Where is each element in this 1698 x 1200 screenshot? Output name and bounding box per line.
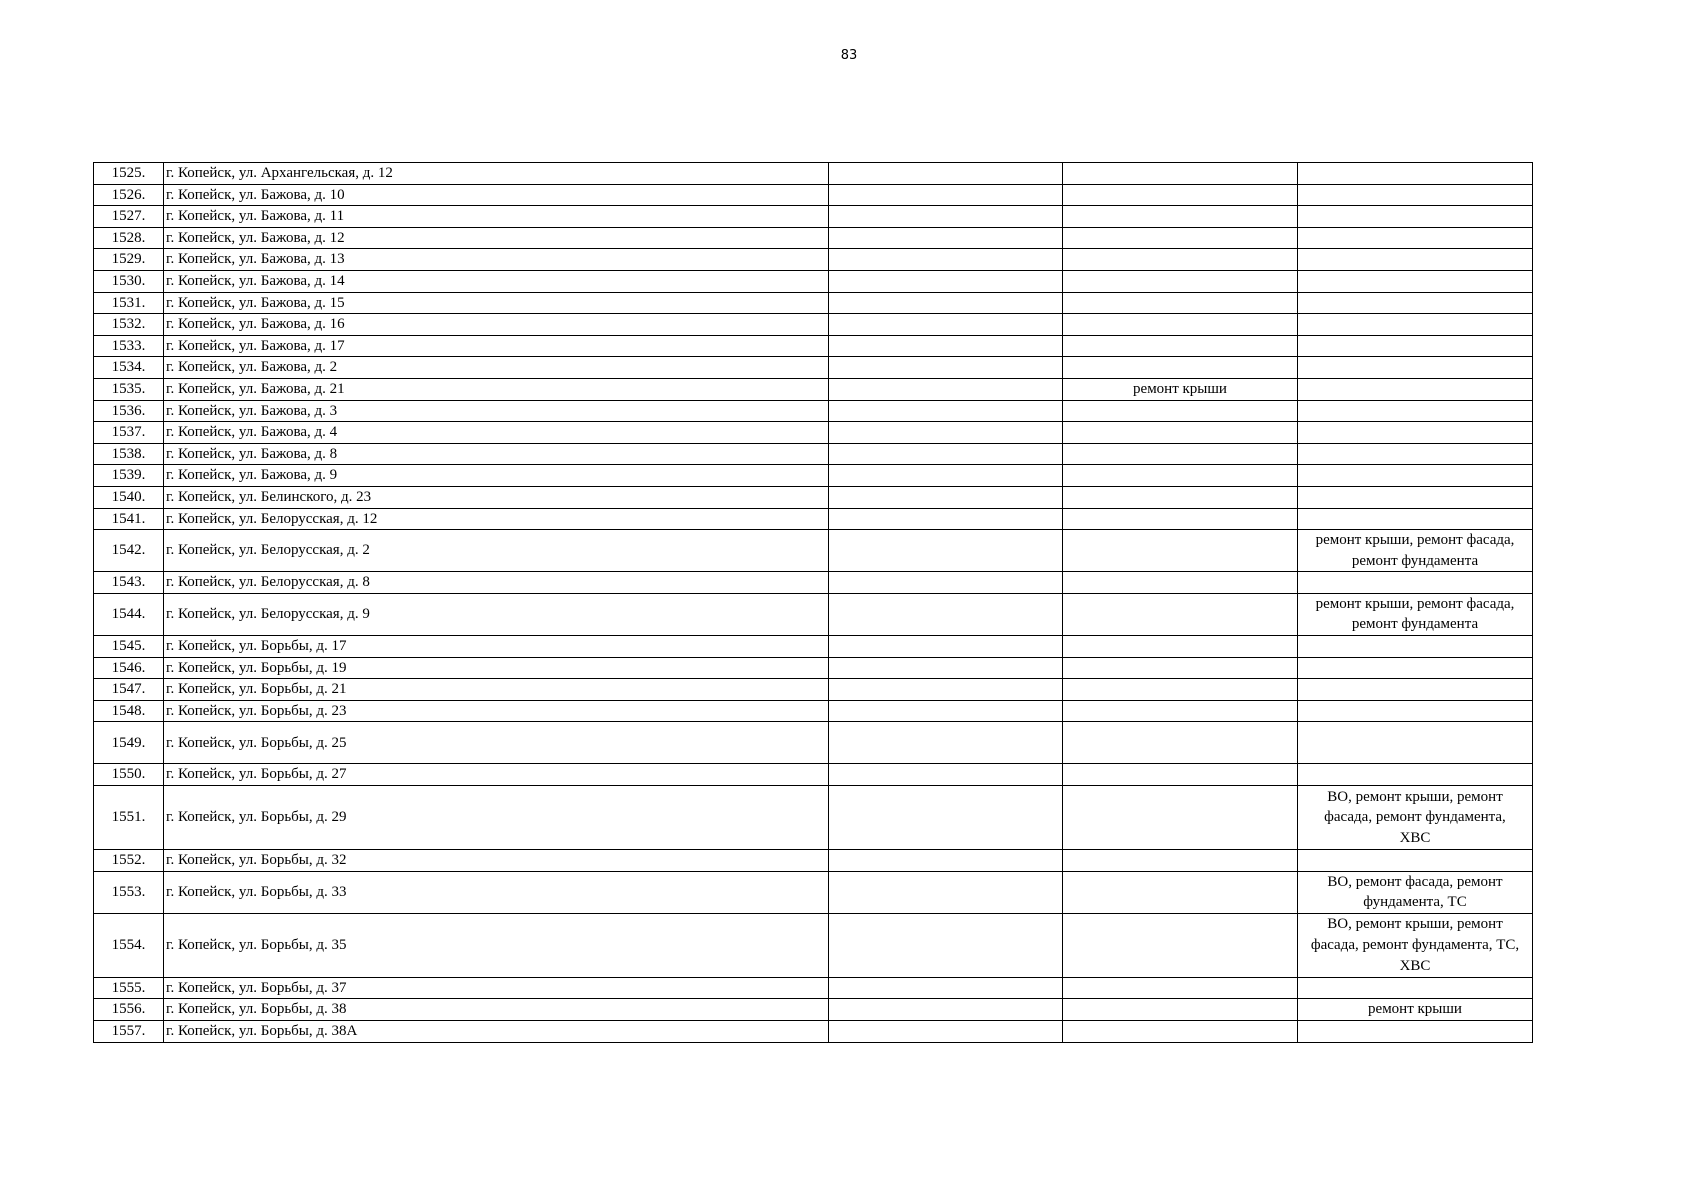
work-cell-b <box>1063 850 1298 872</box>
row-number-cell: 1531. <box>94 292 164 314</box>
address-cell: г. Копейск, ул. Бажова, д. 4 <box>164 422 829 444</box>
work-cell-c <box>1298 270 1533 292</box>
work-cell-b <box>1063 593 1298 635</box>
work-cell-a <box>829 163 1063 185</box>
work-cell-b <box>1063 999 1298 1021</box>
row-number-cell: 1556. <box>94 999 164 1021</box>
table-row <box>94 357 1533 379</box>
address-cell: г. Копейск, ул. Борьбы, д. 35 <box>164 913 829 977</box>
row-number-cell: 1535. <box>94 378 164 400</box>
row-number-cell: 1541. <box>94 508 164 530</box>
work-cell-a <box>829 249 1063 271</box>
table-row <box>94 227 1533 249</box>
work-cell-b <box>1063 786 1298 850</box>
work-cell-b <box>1063 486 1298 508</box>
table-row <box>94 764 1533 786</box>
table-row <box>94 700 1533 722</box>
address-cell: г. Копейск, ул. Бажова, д. 3 <box>164 400 829 422</box>
address-cell: г. Копейск, ул. Бажова, д. 14 <box>164 270 829 292</box>
work-cell-c <box>1298 465 1533 487</box>
row-number-cell: 1549. <box>94 722 164 764</box>
work-cell-a <box>829 1021 1063 1043</box>
table-row <box>94 163 1533 185</box>
row-number-cell: 1544. <box>94 593 164 635</box>
address-cell: г. Копейск, ул. Борьбы, д. 38 <box>164 999 829 1021</box>
work-cell-c <box>1298 335 1533 357</box>
address-cell: г. Копейск, ул. Борьбы, д. 33 <box>164 871 829 913</box>
address-cell: г. Копейск, ул. Борьбы, д. 37 <box>164 977 829 999</box>
row-number-cell: 1551. <box>94 786 164 850</box>
table-row <box>94 443 1533 465</box>
table-row <box>94 486 1533 508</box>
row-number-cell: 1526. <box>94 184 164 206</box>
work-cell-a <box>829 593 1063 635</box>
address-cell: г. Копейск, ул. Борьбы, д. 29 <box>164 786 829 850</box>
work-cell-c <box>1298 292 1533 314</box>
work-cell-b <box>1063 679 1298 701</box>
work-cell-a <box>829 572 1063 594</box>
work-cell-c <box>1298 443 1533 465</box>
work-cell-a <box>829 722 1063 764</box>
row-number-cell: 1554. <box>94 913 164 977</box>
row-number-cell: 1542. <box>94 530 164 572</box>
table-row <box>94 465 1533 487</box>
work-cell-b <box>1063 206 1298 228</box>
work-cell-a <box>829 357 1063 379</box>
work-cell-b <box>1063 314 1298 336</box>
row-number-cell: 1552. <box>94 850 164 872</box>
work-cell-b <box>1063 357 1298 379</box>
work-cell-b <box>1063 700 1298 722</box>
table-row <box>94 593 1533 635</box>
table-row <box>94 206 1533 228</box>
work-cell-c <box>1298 163 1533 185</box>
row-number-cell: 1527. <box>94 206 164 228</box>
work-cell-c <box>1298 700 1533 722</box>
work-cell-b <box>1063 977 1298 999</box>
row-number-cell: 1550. <box>94 764 164 786</box>
address-cell: г. Копейск, ул. Бажова, д. 2 <box>164 357 829 379</box>
work-cell-c <box>1298 249 1533 271</box>
address-cell: г. Копейск, ул. Борьбы, д. 25 <box>164 722 829 764</box>
work-cell-b <box>1063 465 1298 487</box>
table-row <box>94 657 1533 679</box>
work-cell-b <box>1063 530 1298 572</box>
table-row <box>94 636 1533 658</box>
work-cell-c <box>1298 572 1533 594</box>
work-cell-c: ВО, ремонт фасада, ремонт фундамента, ТС <box>1298 871 1533 913</box>
work-cell-c <box>1298 977 1533 999</box>
work-cell-c <box>1298 1021 1533 1043</box>
work-cell-a <box>829 314 1063 336</box>
work-cell-a <box>829 508 1063 530</box>
row-number-cell: 1546. <box>94 657 164 679</box>
work-cell-c <box>1298 206 1533 228</box>
work-cell-c <box>1298 486 1533 508</box>
work-cell-b <box>1063 508 1298 530</box>
work-cell-a <box>829 270 1063 292</box>
address-cell: г. Копейск, ул. Бажова, д. 8 <box>164 443 829 465</box>
work-cell-a <box>829 400 1063 422</box>
table-row <box>94 530 1533 572</box>
work-cell-a <box>829 378 1063 400</box>
table-row <box>94 999 1533 1021</box>
table-body <box>94 163 1533 1043</box>
table-row <box>94 378 1533 400</box>
row-number-cell: 1548. <box>94 700 164 722</box>
row-number-cell: 1530. <box>94 270 164 292</box>
table-row <box>94 871 1533 913</box>
work-cell-c <box>1298 227 1533 249</box>
work-cell-a <box>829 184 1063 206</box>
address-cell: г. Копейск, ул. Борьбы, д. 17 <box>164 636 829 658</box>
address-cell: г. Копейск, ул. Бажова, д. 15 <box>164 292 829 314</box>
work-cell-c: ВО, ремонт крыши, ремонт фасада, ремонт фундамента, ТС, ХВС <box>1298 913 1533 977</box>
work-cell-c <box>1298 400 1533 422</box>
row-number-cell: 1545. <box>94 636 164 658</box>
work-cell-c: ремонт крыши <box>1298 999 1533 1021</box>
work-cell-a <box>829 636 1063 658</box>
table-row <box>94 422 1533 444</box>
work-cell-b <box>1063 572 1298 594</box>
work-cell-c: ВО, ремонт крыши, ремонт фасада, ремонт фундамента, ХВС <box>1298 786 1533 850</box>
work-cell-b <box>1063 871 1298 913</box>
row-number-cell: 1532. <box>94 314 164 336</box>
work-cell-c <box>1298 314 1533 336</box>
work-cell-a <box>829 850 1063 872</box>
work-cell-c <box>1298 636 1533 658</box>
work-cell-b <box>1063 443 1298 465</box>
work-cell-a <box>829 764 1063 786</box>
work-cell-b <box>1063 913 1298 977</box>
address-cell: г. Копейск, ул. Бажова, д. 17 <box>164 335 829 357</box>
address-cell: г. Копейск, ул. Бажова, д. 16 <box>164 314 829 336</box>
address-cell: г. Копейск, ул. Бажова, д. 12 <box>164 227 829 249</box>
work-cell-b <box>1063 722 1298 764</box>
work-cell-c <box>1298 184 1533 206</box>
work-cell-b <box>1063 636 1298 658</box>
work-cell-a <box>829 679 1063 701</box>
work-cell-a <box>829 465 1063 487</box>
table-row <box>94 572 1533 594</box>
address-cell: г. Копейск, ул. Борьбы, д. 19 <box>164 657 829 679</box>
row-number-cell: 1538. <box>94 443 164 465</box>
work-cell-a <box>829 999 1063 1021</box>
work-cell-c <box>1298 422 1533 444</box>
table-row <box>94 977 1533 999</box>
address-cell: г. Копейск, ул. Борьбы, д. 27 <box>164 764 829 786</box>
address-cell: г. Копейск, ул. Архангельская, д. 12 <box>164 163 829 185</box>
table-row <box>94 722 1533 764</box>
work-cell-a <box>829 292 1063 314</box>
work-cell-b <box>1063 422 1298 444</box>
work-cell-b <box>1063 657 1298 679</box>
row-number-cell: 1553. <box>94 871 164 913</box>
page-number: 83 <box>840 48 858 63</box>
work-cell-b <box>1063 292 1298 314</box>
work-cell-c <box>1298 357 1533 379</box>
work-cell-c <box>1298 378 1533 400</box>
row-number-cell: 1529. <box>94 249 164 271</box>
work-cell-b <box>1063 249 1298 271</box>
address-cell: г. Копейск, ул. Белорусская, д. 9 <box>164 593 829 635</box>
row-number-cell: 1536. <box>94 400 164 422</box>
address-cell: г. Копейск, ул. Бажова, д. 11 <box>164 206 829 228</box>
table-row <box>94 335 1533 357</box>
work-cell-a <box>829 422 1063 444</box>
work-cell-a <box>829 786 1063 850</box>
work-cell-b <box>1063 335 1298 357</box>
table-row <box>94 679 1533 701</box>
row-number-cell: 1540. <box>94 486 164 508</box>
table-row <box>94 270 1533 292</box>
table-row <box>94 314 1533 336</box>
work-cell-a <box>829 913 1063 977</box>
work-cell-a <box>829 530 1063 572</box>
work-cell-a <box>829 700 1063 722</box>
row-number-cell: 1547. <box>94 679 164 701</box>
address-cell: г. Копейск, ул. Белорусская, д. 12 <box>164 508 829 530</box>
table-row <box>94 400 1533 422</box>
work-cell-a <box>829 335 1063 357</box>
work-cell-a <box>829 486 1063 508</box>
table-row <box>94 249 1533 271</box>
address-cell: г. Копейск, ул. Белорусская, д. 2 <box>164 530 829 572</box>
work-cell-c <box>1298 679 1533 701</box>
work-cell-b <box>1063 270 1298 292</box>
work-cell-b <box>1063 163 1298 185</box>
work-cell-c <box>1298 508 1533 530</box>
table-row <box>94 850 1533 872</box>
table-row <box>94 913 1533 977</box>
address-cell: г. Копейск, ул. Белинского, д. 23 <box>164 486 829 508</box>
work-cell-b <box>1063 764 1298 786</box>
table-row <box>94 786 1533 850</box>
work-cell-c <box>1298 657 1533 679</box>
work-cell-b <box>1063 400 1298 422</box>
address-cell: г. Копейск, ул. Бажова, д. 10 <box>164 184 829 206</box>
address-cell: г. Копейск, ул. Борьбы, д. 21 <box>164 679 829 701</box>
row-number-cell: 1525. <box>94 163 164 185</box>
address-cell: г. Копейск, ул. Борьбы, д. 38А <box>164 1021 829 1043</box>
work-cell-a <box>829 657 1063 679</box>
address-cell: г. Копейск, ул. Белорусская, д. 8 <box>164 572 829 594</box>
address-table <box>93 162 1533 1043</box>
table-row <box>94 1021 1533 1043</box>
work-cell-c: ремонт крыши, ремонт фасада, ремонт фундамента <box>1298 530 1533 572</box>
work-cell-b <box>1063 227 1298 249</box>
row-number-cell: 1528. <box>94 227 164 249</box>
work-cell-b <box>1063 184 1298 206</box>
work-cell-b <box>1063 1021 1298 1043</box>
work-cell-c <box>1298 850 1533 872</box>
address-cell: г. Копейск, ул. Бажова, д. 9 <box>164 465 829 487</box>
table-row <box>94 292 1533 314</box>
row-number-cell: 1533. <box>94 335 164 357</box>
address-cell: г. Копейск, ул. Бажова, д. 21 <box>164 378 829 400</box>
row-number-cell: 1537. <box>94 422 164 444</box>
row-number-cell: 1557. <box>94 1021 164 1043</box>
work-cell-a <box>829 871 1063 913</box>
work-cell-a <box>829 977 1063 999</box>
work-cell-a <box>829 443 1063 465</box>
address-cell: г. Копейск, ул. Борьбы, д. 23 <box>164 700 829 722</box>
row-number-cell: 1534. <box>94 357 164 379</box>
work-cell-a <box>829 206 1063 228</box>
work-cell-c: ремонт крыши, ремонт фасада, ремонт фундамента <box>1298 593 1533 635</box>
work-cell-b: ремонт крыши <box>1063 378 1298 400</box>
row-number-cell: 1543. <box>94 572 164 594</box>
row-number-cell: 1555. <box>94 977 164 999</box>
address-cell: г. Копейск, ул. Борьбы, д. 32 <box>164 850 829 872</box>
work-cell-a <box>829 227 1063 249</box>
work-cell-c <box>1298 764 1533 786</box>
row-number-cell: 1539. <box>94 465 164 487</box>
work-cell-c <box>1298 722 1533 764</box>
address-cell: г. Копейск, ул. Бажова, д. 13 <box>164 249 829 271</box>
table-row <box>94 184 1533 206</box>
table-row <box>94 508 1533 530</box>
